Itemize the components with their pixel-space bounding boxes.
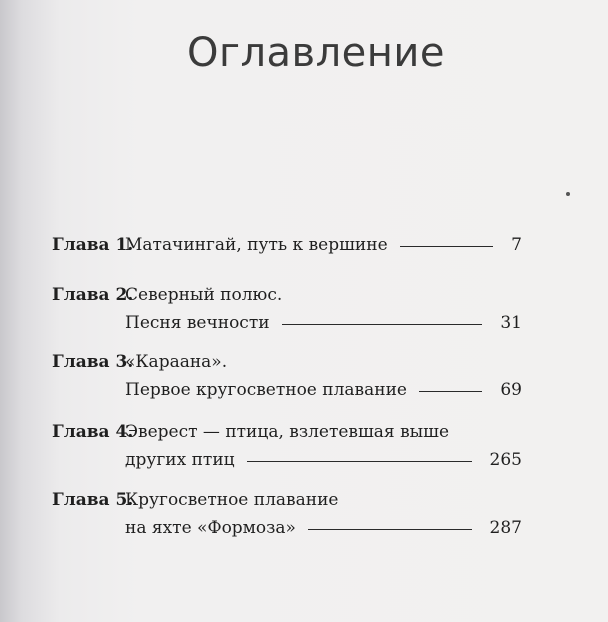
chapter-label: Глава 4. [52, 422, 134, 442]
chapter-label: Глава 3. [52, 352, 134, 372]
chapter-title-line: Матачингай, путь к вершине [125, 235, 388, 255]
toc-entry-5 [52, 486, 522, 542]
page-number: 69 [500, 380, 522, 400]
dot-leader [308, 529, 472, 530]
dot-leader [400, 246, 494, 247]
dot-leader [282, 324, 483, 325]
chapter-label: Глава 5. [52, 490, 134, 510]
chapter-title-line: других птиц [125, 450, 235, 470]
dot-leader [419, 391, 482, 392]
chapter-title-line: на яхте «Формоза» [125, 518, 296, 538]
chapter-title-line: Эверест — птица, взлетевшая выше [125, 422, 450, 442]
chapter-title-line: Северный полюс. [125, 285, 283, 305]
page-number: 7 [511, 235, 522, 255]
toc-entry-1 [52, 231, 522, 259]
chapter-title-line: «Караана». [125, 352, 228, 372]
chapter-label: Глава 2. [52, 285, 134, 305]
chapter-title-line: Первое кругосветное плавание [125, 380, 407, 400]
chapter-title-line: Песня вечности [125, 313, 270, 333]
toc-entry-4 [52, 418, 522, 474]
page-number: 265 [489, 450, 522, 470]
chapter-label: Глава 1. [52, 235, 134, 255]
page-number: 287 [489, 518, 522, 538]
chapter-title-line: Кругосветное плавание [125, 490, 339, 510]
page-number: 31 [500, 313, 522, 333]
dot-leader [247, 461, 472, 462]
ink-speck [566, 192, 570, 196]
page-title: Оглавление [186, 30, 446, 76]
toc-entry-3 [52, 348, 522, 404]
toc-entry-2 [52, 281, 522, 337]
